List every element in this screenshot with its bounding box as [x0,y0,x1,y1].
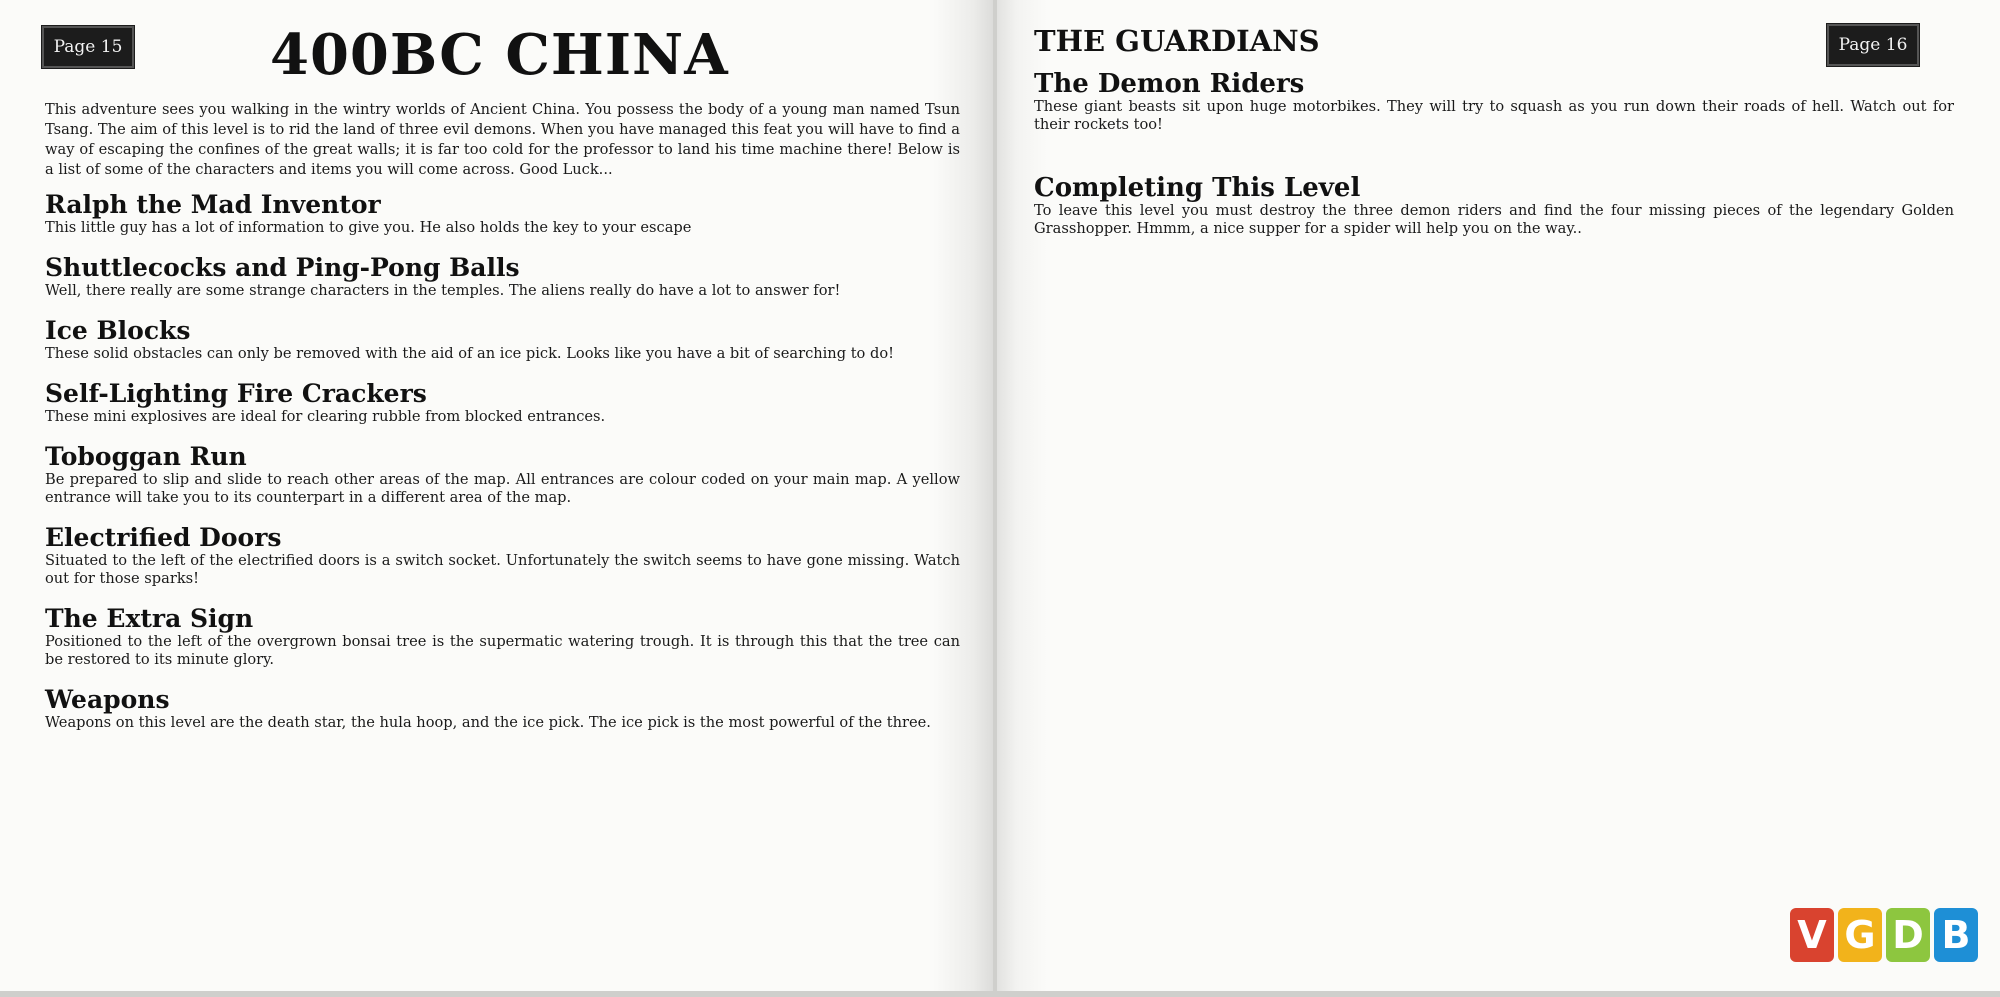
section-completing-level [1034,174,1954,238]
section-heading: The Demon Riders [1034,69,1305,99]
section-body: This little guy has a lot of information to give you. He also holds the key to your escape [45,219,692,236]
section-heading: Shuttlecocks and Ping-Pong Balls [45,253,520,282]
section-extra-sign [45,605,960,669]
section-electrified-doors [45,524,960,588]
right-content [1034,70,1954,278]
section-body: Weapons on this level are the death star, the hula hoop, and the ice pick. The ice pick is the most powerful of the three. [45,714,931,731]
section-body: Well, there really are some strange characters in the temples. The aliens really do have a lot to answer for! [45,282,841,299]
section-heading: The Extra Sign [45,604,254,633]
left-content [45,100,960,749]
section-shuttlecocks [45,254,960,300]
section-heading: Electrified Doors [45,523,282,552]
page-number-badge: Page 15 [42,26,134,68]
section-ralph [45,191,960,237]
page-title: THE GUARDIANS [1034,24,1320,58]
section-body: To leave this level you must destroy the three demon riders and find the four missing pieces of the legendary Golden Grasshopper. Hmmm, a nice supper for a spider will help you on the way.. [1034,202,1954,237]
section-body: These solid obstacles can only be removed with the aid of an ice pick. Looks like you have a bit of searching to do! [45,345,894,362]
section-ice-blocks [45,317,960,363]
right-page [997,0,2000,992]
section-heading: Self-Lighting Fire Crackers [45,379,427,408]
section-heading: Toboggan Run [45,442,247,471]
section-heading: Weapons [45,685,170,714]
section-body: Positioned to the left of the overgrown bonsai tree is the supermatic watering trough. It is through this that the tree can be restored to its minute glory. [45,633,960,668]
logo-letter-d: D [1886,908,1930,962]
section-toboggan-run [45,443,960,507]
section-demon-riders [1034,70,1954,134]
section-body: These giant beasts sit upon huge motorbikes. They will try to squash as you run down their roads of hell. Watch out for their rockets too! [1034,98,1954,133]
page-title: 400BC CHINA [270,22,729,88]
section-fire-crackers [45,380,960,426]
page-number-badge: Page 16 [1827,24,1919,66]
section-weapons [45,686,960,732]
page-bottom-edge [0,991,2000,997]
section-body: Be prepared to slip and slide to reach other areas of the map. All entrances are colour coded on your main map. A yellow entrance will take you to its counterpart in a different area of the map. [45,471,960,506]
vgdb-watermark-logo [1790,908,1978,962]
section-heading: Ralph the Mad Inventor [45,190,381,219]
section-body: Situated to the left of the electrified doors is a switch socket. Unfortunately the switch seems to have gone missing. Watch out for those sparks! [45,552,960,587]
logo-letter-b: B [1934,908,1978,962]
left-page [0,0,993,992]
section-heading: Completing This Level [1034,173,1361,203]
intro-paragraph: This adventure sees you walking in the wintry worlds of Ancient China. You possess the body of a young man named Tsun Tsang. The aim of this level is to rid the land of three evil demons. When you have managed this feat you will have to find a way of escaping the confines of the great walls; it is far too cold for the professor to land his time machine there! Below is a list of some of the characters and items you will come across. Good Luck... [45,101,960,178]
logo-letter-v: V [1790,908,1834,962]
logo-letter-g: G [1838,908,1882,962]
section-body: These mini explosives are ideal for clearing rubble from blocked entrances. [45,408,606,425]
section-heading: Ice Blocks [45,316,191,345]
